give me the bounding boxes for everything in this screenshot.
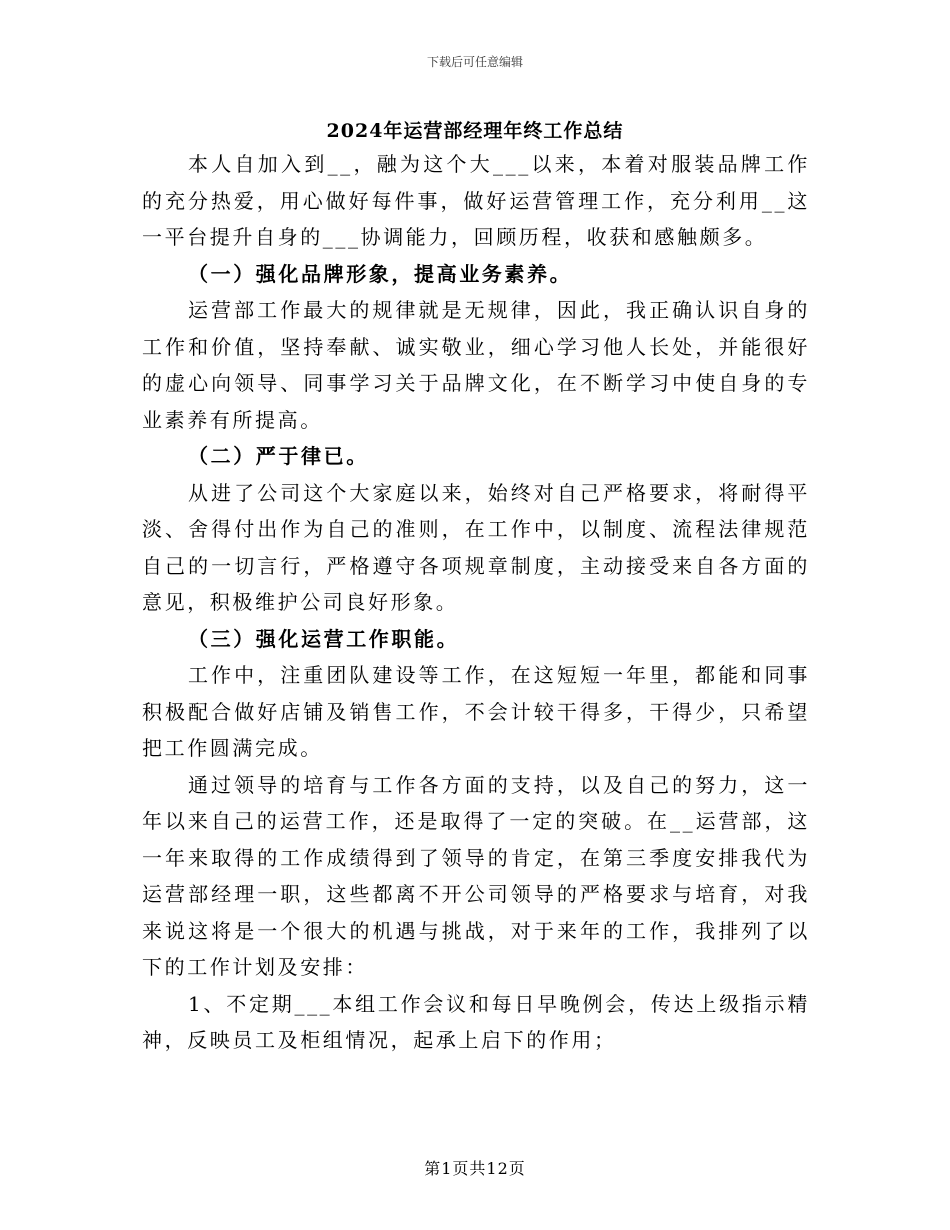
paragraph-section-1: 运营部工作最大的规律就是无规律，因此，我正确认识自身的工作和价值，坚持奉献、诚实敬业，细心学习他人长处，并能很好的虚心向领导、同事学习关于品牌文化，在不断学习中使自身的专业素养有所提高。	[142, 298, 810, 432]
paragraph-intro: 本人自加入到__，融为这个大___以来，本着对服装品牌工作的充分热爱，用心做好每件事，做好运营管理工作，充分利用__这一平台提升自身的___协调能力，回顾历程，收获和感触颇多。	[142, 152, 810, 249]
section-heading-3: （三）强化运营工作职能。	[188, 626, 460, 651]
document-body	[142, 146, 810, 1059]
section-heading-2: （二）严于律已。	[188, 444, 369, 468]
document-title: 2024年运营部经理年终工作总结	[326, 120, 624, 142]
paragraph-section-3: 工作中，注重团队建设等工作，在这短短一年里，都能和同事积极配合做好店铺及销售工作，不会计较干得多，干得少，只希望把工作圆满完成。	[142, 663, 810, 760]
paragraph-section-2: 从进了公司这个大家庭以来，始终对自己严格要求，将耐得平淡、舍得付出作为自己的准则，在工作中，以制度、流程法律规范自己的一切言行，严格遵守各项规章制度，主动接受来自各方面的意见，积极维护公司良好形象。	[142, 480, 810, 614]
section-heading-1: （一）强化品牌形象，提高业务素养。	[188, 261, 573, 286]
paragraph-achievements: 通过领导的培育与工作各方面的支持，以及自己的努力，这一年以来自己的运营工作，还是取得了一定的突破。在__运营部，这一年来取得的工作成绩得到了领导的肯定，在第三季度安排我代为运营部经理一职，这些都离不开公司领导的严格要求与培育，对我来说这将是一个很大的机遇与挑战，对于来年的工作，我排列了以下的工作计划及安排：	[142, 772, 810, 979]
header-note: 下载后可任意编辑	[426, 55, 523, 69]
page-number-footer: 第1页共12页	[424, 1159, 526, 1178]
paragraph-plan-item-1: 1、不定期___本组工作会议和每日早晚例会，传达上级指示精神，反映员工及柜组情况，起承上启下的作用；	[142, 991, 810, 1052]
